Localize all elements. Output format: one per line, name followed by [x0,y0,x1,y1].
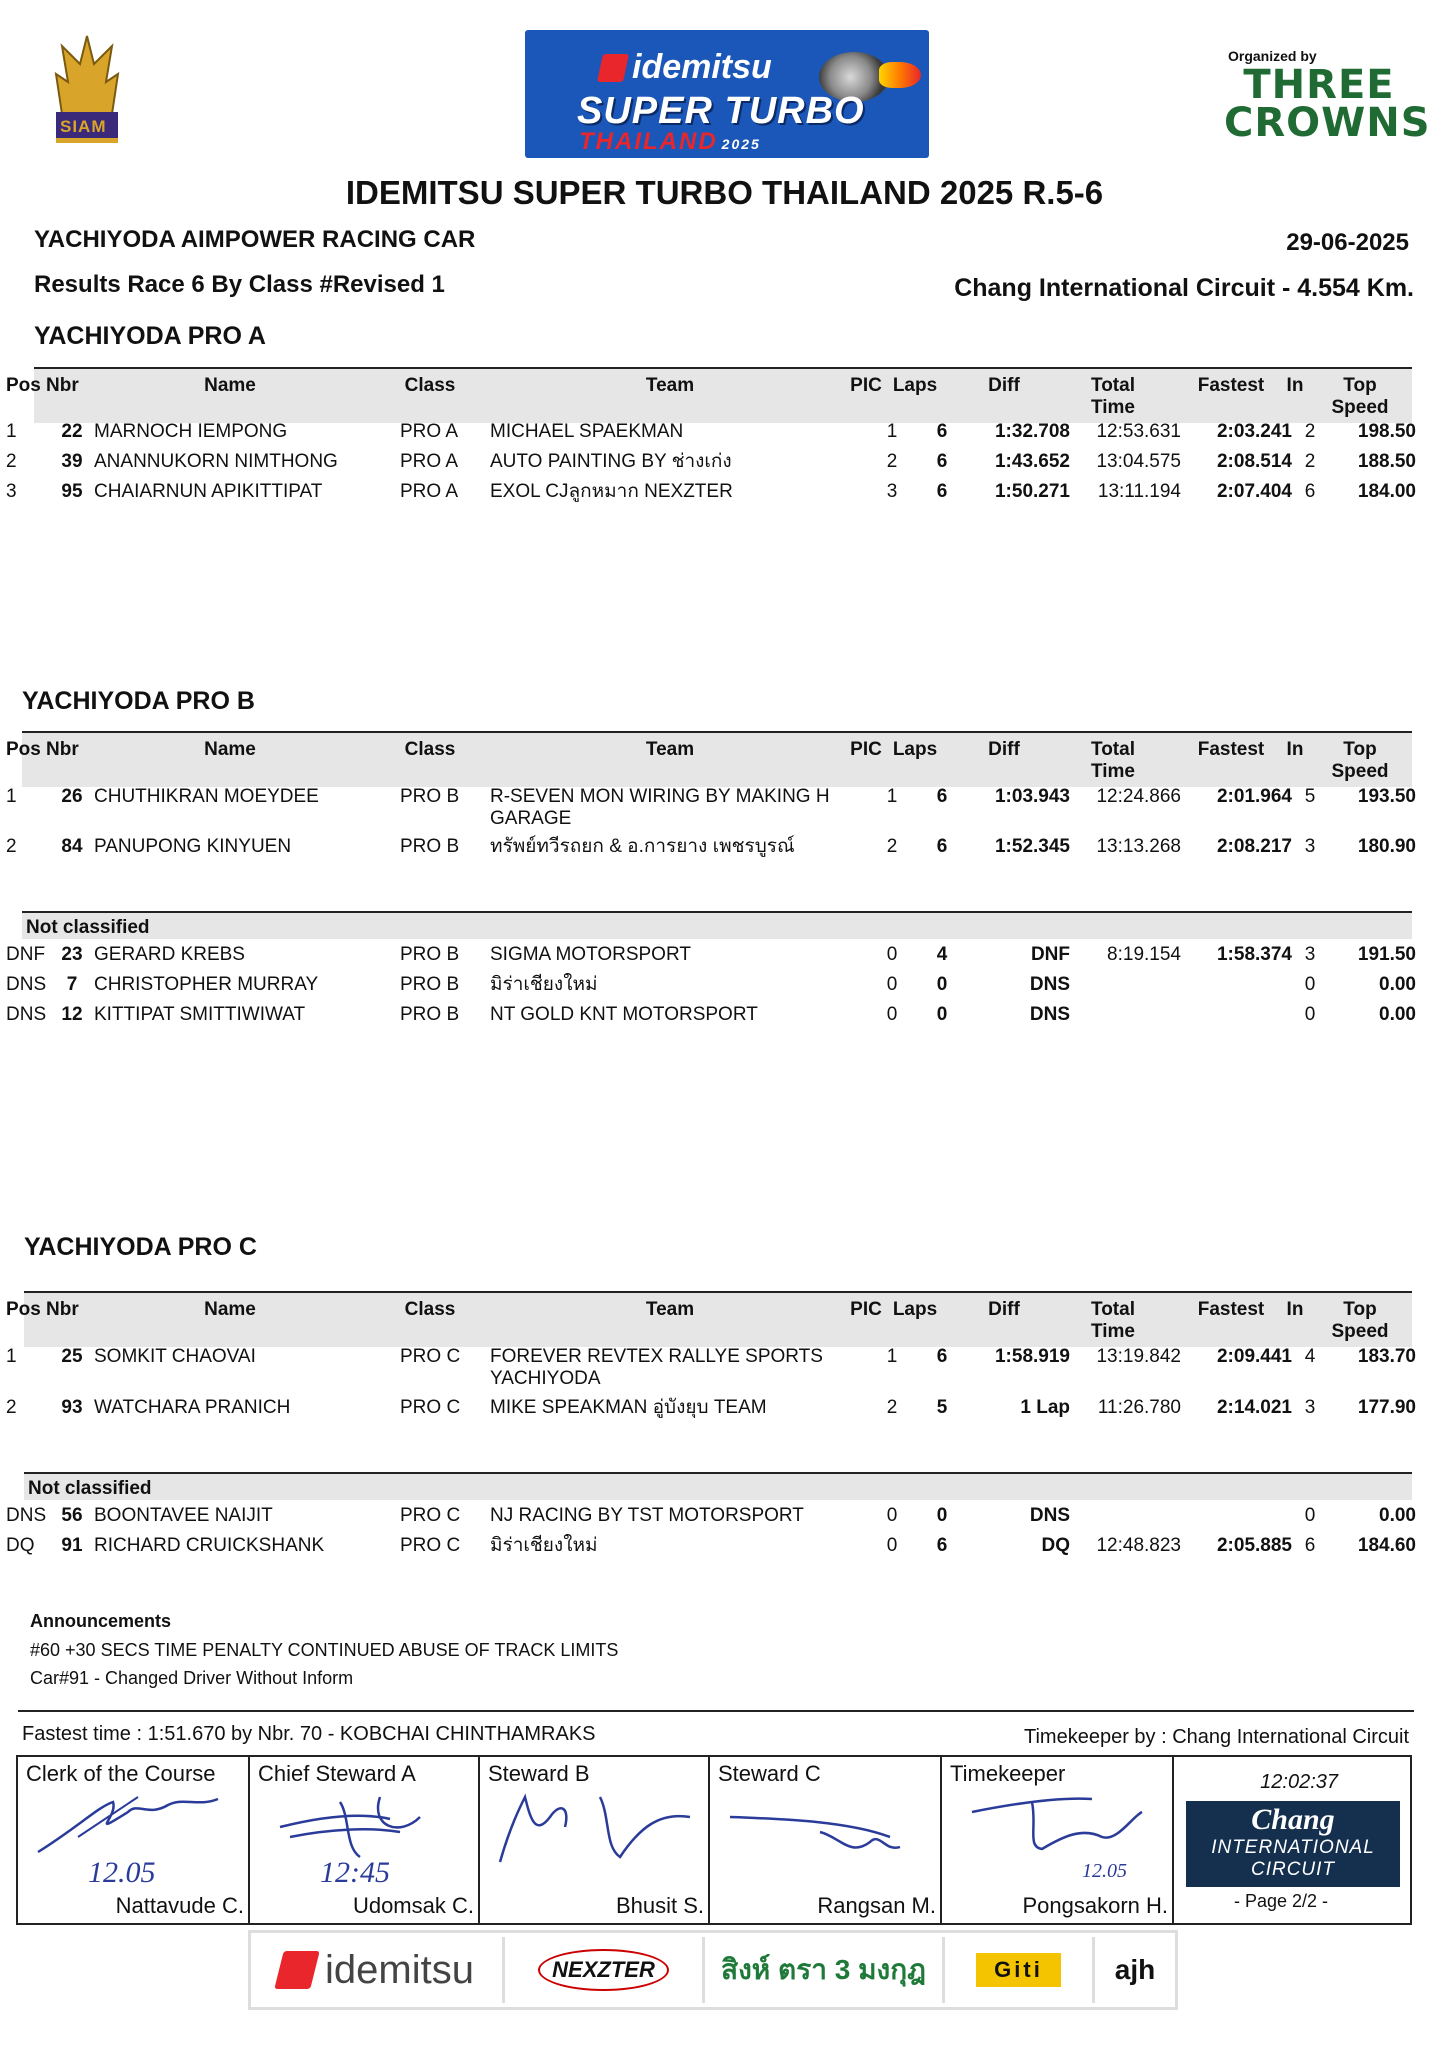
cell-pos: DNS [6,974,47,995]
siam-crest-logo [52,34,122,144]
column-header-name: Name [204,739,256,760]
cell-total: 8:19.154 [1107,944,1181,965]
cell-diff: 1 Lap [1020,1397,1070,1418]
idemitsu-super-turbo-logo [525,30,929,158]
cell-class: PRO B [400,944,460,965]
cell-laps: 6 [936,451,948,472]
sponsor-nexzter-text: NEXZTER [538,1949,669,1991]
not-classified-bar: Not classified [24,1472,1412,1500]
signatory-name: Nattavude C. [115,1893,244,1918]
siam-logo-text: SIAM [60,117,107,136]
cell-nbr: 25 [61,1346,83,1367]
column-header-top-speed: Top Speed [1331,739,1389,782]
column-header-name: Name [204,1299,256,1320]
cell-laps: 5 [936,1397,948,1418]
signature-role: Clerk of the Course [26,1761,216,1786]
race-date: 29-06-2025 [1286,229,1409,256]
cell-laps: 0 [936,1505,948,1526]
table-row [6,1004,1416,1030]
sponsor-last-text: ajh [1114,1954,1156,1985]
cell-pos: 3 [6,481,17,502]
results-subtitle: Results Race 6 By Class #Revised 1 [34,271,445,298]
cell-nbr: 12 [61,1004,83,1025]
cell-in: 3 [1304,836,1316,857]
signature-cell-steward-b [480,1757,710,1923]
column-header-pic: PIC [850,1299,882,1320]
cell-pic: 2 [886,451,898,472]
signatory-name: Bhusit S. [615,1893,704,1918]
cell-fastest: 2:09.441 [1216,1346,1292,1367]
cell-in: 5 [1304,786,1316,807]
column-header-team: Team [645,1299,695,1320]
cell-class: PRO C [400,1535,461,1556]
sponsor-thai-text: สิงห์ ตรา 3 มงกุฎ [721,1954,926,1985]
page-title: IDEMITSU SUPER TURBO THAILAND 2025 R.5-6 [345,174,1104,211]
column-header-class: Class [404,375,456,396]
cell-speed: 184.00 [1357,481,1416,502]
cell-speed: 188.50 [1357,451,1416,472]
column-header-pos: Pos [6,1299,41,1320]
cell-in: 0 [1304,1505,1316,1526]
cell-fastest: 2:03.241 [1216,421,1292,442]
signature-note: 12.05 [88,1856,156,1889]
cell-in: 6 [1304,481,1316,502]
logo-super-turbo-text: SUPER TURBO [577,90,865,132]
cell-in: 3 [1304,944,1316,965]
cell-pos: 2 [6,451,17,472]
cell-team: R-SEVEN MON WIRING BY MAKING H GARAGE [490,786,830,829]
cell-in: 3 [1304,1397,1316,1418]
column-header-in: In [1286,375,1304,396]
cell-name: WATCHARA PRANICH [94,1397,291,1418]
column-header-laps: Laps [892,739,938,760]
cell-speed: 0.00 [1379,974,1416,995]
column-header-fastest: Fastest [1197,739,1265,760]
cell-diff: DNS [1029,1004,1070,1025]
cell-in: 2 [1304,421,1316,442]
cell-speed: 198.50 [1357,421,1416,442]
table-row [6,481,1416,507]
cell-pic: 0 [886,1535,898,1556]
column-header-pos: Pos [6,375,41,396]
column-header-total-time: Total Time [1090,739,1135,782]
announcements-heading: Announcements [30,1611,172,1631]
cell-pos: 1 [6,786,17,807]
fastest-time: Fastest time : 1:51.670 by Nbr. 70 - KOBCHAI CHINTHAMRAKS [22,1723,596,1745]
signature-role: Steward B [488,1761,590,1786]
cell-class: PRO C [400,1397,461,1418]
cell-name: GERARD KREBS [94,944,245,965]
signature-role: Steward C [718,1761,821,1786]
column-header-diff: Diff [988,739,1020,760]
cell-diff: 1:32.708 [994,421,1070,442]
column-header-team: Team [645,375,695,396]
cell-name: MARNOCH IEMPONG [94,421,288,442]
cell-nbr: 84 [61,836,83,857]
signatory-name: Rangsan M. [817,1893,936,1918]
cell-laps: 6 [936,1346,948,1367]
cell-in: 0 [1304,974,1316,995]
cell-diff: 1:43.652 [994,451,1070,472]
table-row [6,1346,1416,1389]
cell-pic: 1 [886,421,898,442]
cell-class: PRO A [400,481,459,502]
cell-pos: 2 [6,1397,17,1418]
cell-laps: 6 [936,1535,948,1556]
signature-role: Chief Steward A [258,1761,416,1786]
cell-speed: 0.00 [1379,1004,1416,1025]
cell-team: มิร่าเชียงใหม่ [490,974,598,995]
cell-fastest: 2:08.514 [1216,451,1292,472]
cell-diff: 1:58.919 [994,1346,1070,1367]
cell-team: SIGMA MOTORSPORT [490,944,691,965]
cell-speed: 177.90 [1357,1397,1416,1418]
signature-table [16,1755,1412,1925]
column-header-diff: Diff [988,1299,1020,1320]
cell-class: PRO B [400,786,460,807]
column-header-class: Class [404,1299,456,1320]
announcement-line: #60 +30 SECS TIME PENALTY CONTINUED ABUSE OF TRACK LIMITS [30,1640,619,1660]
cell-diff: 1:03.943 [994,786,1070,807]
cell-name: KITTIPAT SMITTIWIWAT [94,1004,306,1025]
cell-total: 11:26.780 [1097,1397,1181,1418]
cell-class: PRO A [400,421,459,442]
signature-cell-timekeeper [942,1757,1174,1923]
announcement-line: Car#91 - Changed Driver Without Inform [30,1668,354,1688]
cell-class: PRO B [400,1004,460,1025]
cell-nbr: 22 [61,421,83,442]
sponsor-nexzter [505,1937,705,2003]
cell-pos: DNF [6,944,46,965]
cell-team: มิร่าเชียงใหม่ [490,1535,598,1556]
table-row [6,944,1416,970]
section-title: YACHIYODA PRO C [24,1233,257,1261]
column-header-diff: Diff [988,375,1020,396]
cell-pos: 2 [6,836,17,857]
cell-name: CHRISTOPHER MURRAY [94,974,319,995]
stamp-time: 12:02:37 [1260,1771,1338,1793]
cell-laps: 6 [936,786,948,807]
column-header-nbr: Nbr [46,739,79,760]
cell-pos: DNS [6,1004,47,1025]
cell-laps: 4 [936,944,948,965]
cell-total: 12:48.823 [1096,1535,1181,1556]
column-header-total-time: Total Time [1090,375,1135,418]
column-header-pic: PIC [850,739,882,760]
cell-fastest: 2:07.404 [1216,481,1292,502]
sponsor-strip [248,1930,1178,2010]
cell-name: SOMKIT CHAOVAI [94,1346,256,1367]
table-header [6,367,1412,423]
cell-nbr: 7 [66,974,78,995]
chang-stamp-cell [1174,1757,1410,1923]
cell-pic: 1 [886,1346,898,1367]
cell-total: 12:53.631 [1096,421,1181,442]
sponsor-idemitsu-text: idemitsu [325,1947,474,1992]
chang-circuit-logo [1186,1801,1400,1887]
cell-nbr: 39 [61,451,83,472]
cell-pic: 3 [886,481,898,502]
cell-pos: 1 [6,1346,17,1367]
section-title: YACHIYODA PRO A [34,322,266,350]
logo-brand-text: idemitsu [632,48,772,86]
timekeeper-by: Timekeeper by : Chang International Circuit [1024,1726,1409,1748]
cell-nbr: 56 [61,1505,83,1526]
cell-nbr: 91 [61,1535,83,1556]
cell-team: AUTO PAINTING BY ช่างเก่ง [490,451,732,472]
column-header-team: Team [645,739,695,760]
chang-logo-line1: Chang [1251,1803,1335,1836]
cell-diff: 1:52.345 [994,836,1070,857]
cell-class: PRO C [400,1505,461,1526]
column-header-pic: PIC [850,375,882,396]
circuit-info: Chang International Circuit - 4.554 Km. [954,274,1414,302]
cell-speed: 180.90 [1357,836,1416,857]
cell-team: ทรัพย์ทวีรถยก & อ.การยาง เพชรบูรณ์ [490,836,795,857]
cell-fastest: 2:01.964 [1216,786,1292,807]
cell-in: 6 [1304,1535,1316,1556]
cell-name: BOONTAVEE NAIJIT [94,1505,273,1526]
cell-class: PRO C [400,1346,461,1367]
cell-diff: DNS [1029,1505,1070,1526]
cell-laps: 0 [936,974,948,995]
cell-team: MIKE SPEAKMAN อู่บังยุบ TEAM [490,1397,767,1418]
sponsor-giti-text: Giti [976,1953,1061,1987]
cell-in: 0 [1304,1004,1316,1025]
cell-laps: 6 [936,421,948,442]
cell-in: 2 [1304,451,1316,472]
three-crowns-line1: THREE [1243,62,1395,108]
table-row [6,1397,1416,1423]
cell-nbr: 95 [61,481,83,502]
column-header-total-time: Total Time [1090,1299,1135,1342]
cell-name: ANANNUKORN NIMTHONG [94,451,338,472]
cell-pos: 1 [6,421,17,442]
signature-role: Timekeeper [950,1761,1066,1786]
table-header [6,1291,1412,1347]
cell-speed: 0.00 [1379,1505,1416,1526]
sponsor-last [1095,1937,1175,2003]
cell-fastest: 2:08.217 [1216,836,1292,857]
three-crowns-logo [1224,62,1431,146]
column-header-in: In [1286,739,1304,760]
cell-total: 13:19.842 [1096,1346,1181,1367]
table-row [6,451,1416,477]
cell-pic: 2 [886,1397,898,1418]
cell-class: PRO B [400,974,460,995]
table-row [6,421,1416,447]
cell-nbr: 26 [61,786,83,807]
cell-fastest: 2:14.021 [1216,1397,1292,1418]
cell-pic: 1 [886,786,898,807]
cell-pos: DQ [6,1535,35,1556]
cell-name: CHUTHIKRAN MOEYDEE [94,786,319,807]
cell-class: PRO B [400,836,460,857]
cell-speed: 183.70 [1357,1346,1416,1367]
signature-cell-steward-c [710,1757,942,1923]
cell-laps: 0 [936,1004,948,1025]
cell-team: NT GOLD KNT MOTORSPORT [490,1004,758,1025]
cell-team: EXOL CJลูกหมาก NEXZTER [490,481,733,502]
idemitsu-mark-icon [597,54,629,82]
cell-diff: DNF [1030,944,1070,965]
cell-speed: 184.60 [1357,1535,1416,1556]
column-header-name: Name [204,375,256,396]
table-row [6,836,1416,862]
cell-fastest: 1:58.374 [1216,944,1292,965]
cell-fastest: 2:05.885 [1216,1535,1292,1556]
cell-total: 13:13.268 [1096,836,1181,857]
not-classified-bar: Not classified [22,911,1412,939]
chang-logo-line2: INTERNATIONAL [1211,1837,1375,1858]
column-header-nbr: Nbr [46,375,79,396]
idemitsu-mark-icon [274,1951,319,1989]
sponsor-thai-brand [705,1937,945,2003]
cell-pic: 2 [886,836,898,857]
cell-team: MICHAEL SPAEKMAN [490,421,684,442]
logo-thailand-text: THAILAND [579,128,718,155]
table-row [6,974,1416,1000]
three-crowns-line2: CROWNS [1224,100,1431,146]
cell-total: 13:11.194 [1097,481,1181,502]
column-header-laps: Laps [892,375,938,396]
column-header-top-speed: Top Speed [1331,1299,1389,1342]
column-header-class: Class [404,739,456,760]
cell-class: PRO A [400,451,459,472]
column-header-pos: Pos [6,739,41,760]
cell-speed: 193.50 [1357,786,1416,807]
cell-total: 13:04.575 [1096,451,1181,472]
cell-pic: 0 [886,1505,898,1526]
column-header-nbr: Nbr [46,1299,79,1320]
page-number: - Page 2/2 - [1234,1891,1329,1911]
signature-cell-clerk [18,1757,250,1923]
flame-icon [879,62,921,88]
cell-laps: 6 [936,481,948,502]
table-row [6,1505,1416,1531]
cell-pos: DNS [6,1505,47,1526]
cell-name: CHAIARNUN APIKITTIPAT [94,481,323,502]
cell-pic: 0 [886,944,898,965]
signatory-name: Udomsak C. [352,1893,474,1918]
sponsor-giti [945,1937,1095,2003]
table-row [6,1535,1416,1561]
cell-diff: DQ [1041,1535,1070,1556]
race-name: YACHIYODA AIMPOWER RACING CAR [34,226,476,253]
footer-divider [18,1710,1414,1712]
chang-logo-line3: CIRCUIT [1250,1859,1336,1880]
cell-speed: 191.50 [1357,944,1416,965]
cell-pic: 0 [886,974,898,995]
column-header-top-speed: Top Speed [1331,375,1389,418]
column-header-fastest: Fastest [1197,1299,1265,1320]
cell-diff: DNS [1029,974,1070,995]
cell-nbr: 93 [61,1397,83,1418]
cell-team: FOREVER REVTEX RALLYE SPORTS YACHIYODA [490,1346,823,1389]
cell-nbr: 23 [61,944,83,965]
logo-year-text: 2025 [721,136,761,152]
cell-name: PANUPONG KINYUEN [94,836,292,857]
cell-diff: 1:50.271 [994,481,1070,502]
signature-note: 12.05 [1082,1860,1127,1882]
signature-cell-chief-steward-a [250,1757,480,1923]
organized-by-label: Organized by [1228,48,1317,64]
cell-pic: 0 [886,1004,898,1025]
section-title: YACHIYODA PRO B [22,687,255,715]
cell-laps: 6 [936,836,948,857]
column-header-fastest: Fastest [1197,375,1265,396]
column-header-in: In [1286,1299,1304,1320]
signatory-name: Pongsakorn H. [1022,1893,1168,1918]
cell-name: RICHARD CRUICKSHANK [94,1535,325,1556]
column-header-laps: Laps [892,1299,938,1320]
cell-in: 4 [1304,1346,1316,1367]
sponsor-idemitsu [251,1937,505,2003]
cell-team: NJ RACING BY TST MOTORSPORT [490,1505,804,1526]
table-row [6,786,1416,829]
table-header [6,731,1412,787]
cell-total: 12:24.866 [1096,786,1181,807]
signature-note: 12:45 [320,1856,390,1889]
